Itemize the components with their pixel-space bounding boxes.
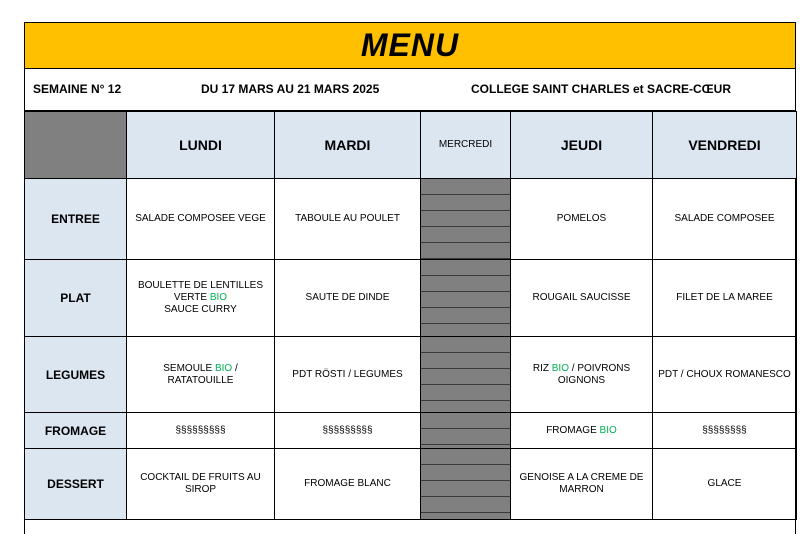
fromage-jeudi-text: FROMAGE	[546, 424, 597, 436]
row-label-legumes: LEGUMES	[25, 337, 127, 413]
plat-lundi-line3: SAUCE CURRY	[164, 304, 237, 315]
plat-lundi-line1: BOULETTE DE LENTILLES	[137, 280, 264, 291]
school-name: COLLEGE SAINT CHARLES et SACRE-CŒUR	[471, 82, 732, 96]
plat-mercredi-closed	[421, 260, 511, 337]
day-vendredi: VENDREDI	[653, 112, 797, 179]
table-row	[25, 260, 797, 337]
legumes-vendredi: PDT / CHOUX ROMANESCO	[653, 337, 797, 413]
legumes-jeudi-line1	[515, 363, 648, 375]
legumes-jeudi-text: RIZ	[532, 362, 549, 374]
bio-label: BIO	[599, 424, 617, 436]
table-row	[25, 179, 797, 260]
legumes-lundi-sep: /	[234, 362, 238, 374]
bio-label: BIO	[214, 362, 233, 374]
week-dates: DU 17 MARS AU 21 MARS 2025	[201, 82, 380, 96]
corner-cell	[25, 112, 127, 179]
dessert-lundi-line1: COCKTAIL DE FRUITS AU	[140, 472, 261, 483]
legumes-lundi-text: SEMOULE	[163, 362, 213, 374]
info-row	[24, 69, 796, 111]
bottom-area	[24, 519, 796, 534]
day-lundi: LUNDI	[127, 112, 275, 179]
dessert-mardi: FROMAGE BLANC	[275, 449, 421, 520]
entree-mercredi-closed	[421, 179, 511, 260]
week-number: SEMAINE N° 12	[33, 82, 122, 96]
dessert-lundi	[127, 449, 275, 520]
dessert-vendredi: GLACE	[653, 449, 797, 520]
table-row	[25, 413, 797, 449]
fromage-mercredi-closed	[421, 413, 511, 449]
entree-jeudi: POMELOS	[511, 179, 653, 260]
fromage-mardi: §§§§§§§§§	[275, 413, 421, 449]
menu-table	[24, 111, 797, 520]
menu-title-bar	[24, 22, 796, 69]
table-row	[25, 449, 797, 520]
dessert-lundi-line2: SIROP	[184, 484, 217, 495]
header-row	[25, 112, 797, 179]
entree-mardi: TABOULE AU POULET	[275, 179, 421, 260]
row-label-fromage: FROMAGE	[25, 413, 127, 449]
fromage-vendredi: §§§§§§§§	[653, 413, 797, 449]
legumes-mardi: PDT RÖSTI / LEGUMES	[275, 337, 421, 413]
row-label-entree: ENTREE	[25, 179, 127, 260]
dessert-jeudi	[511, 449, 653, 520]
entree-vendredi: SALADE COMPOSEE	[653, 179, 797, 260]
plat-jeudi: ROUGAIL SAUCISSE	[511, 260, 653, 337]
legumes-lundi	[127, 337, 275, 413]
entree-lundi: SALADE COMPOSEE VEGE	[127, 179, 275, 260]
plat-lundi	[127, 260, 275, 337]
bio-label: BIO	[209, 292, 228, 303]
dessert-jeudi-line2: MARRON	[559, 484, 604, 495]
plat-mardi: SAUTE DE DINDE	[275, 260, 421, 337]
fromage-jeudi	[511, 413, 653, 449]
day-mercredi: MERCREDI	[421, 112, 511, 179]
legumes-jeudi-line2: OIGNONS	[557, 374, 606, 386]
dessert-jeudi-line1: GENOISE A LA CREME DE	[519, 472, 644, 483]
day-mardi: MARDI	[275, 112, 421, 179]
legumes-jeudi	[511, 337, 653, 413]
legumes-jeudi-rest: / POIVRONS	[571, 362, 631, 374]
legumes-lundi-line1	[131, 363, 270, 375]
legumes-lundi-line2: RATATOUILLE	[167, 374, 234, 386]
dessert-mercredi-closed	[421, 449, 511, 520]
legumes-mercredi-closed	[421, 337, 511, 413]
plat-vendredi: FILET DE LA MAREE	[653, 260, 797, 337]
table-row	[25, 337, 797, 413]
row-label-plat: PLAT	[25, 260, 127, 337]
menu-title: MENU	[360, 27, 460, 63]
plat-lundi-text: VERTE	[173, 292, 208, 303]
plat-lundi-line2	[131, 292, 270, 304]
day-jeudi: JEUDI	[511, 112, 653, 179]
row-label-dessert: DESSERT	[25, 449, 127, 520]
fromage-lundi: §§§§§§§§§	[127, 413, 275, 449]
bio-label: BIO	[551, 362, 569, 374]
